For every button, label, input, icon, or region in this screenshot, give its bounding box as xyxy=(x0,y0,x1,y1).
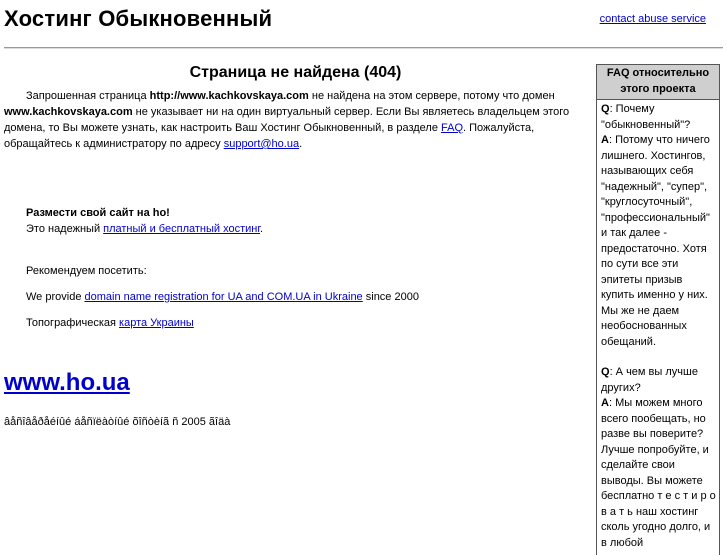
site-title: Хостинг Обыкновенный xyxy=(4,6,273,31)
map-line xyxy=(26,315,587,331)
faq-link[interactable]: FAQ xyxy=(441,122,464,134)
promo-text xyxy=(26,221,587,237)
msg-text-4: . Пожалуйста, обращайтесь к администратору по адресу xyxy=(4,122,535,150)
msg-text-2: не найдена на этом сервере, потому что домен xyxy=(308,90,555,102)
faq-sidebar xyxy=(596,64,720,555)
main-content xyxy=(4,62,587,331)
domain-name: www.kachkovskaya.com xyxy=(4,106,133,118)
faq-question-2 xyxy=(601,365,716,396)
msg-text-3: не указывает ни на один виртуальный сервер. Если Вы являетесь владельцем этого домена, то Вы можете узнать, как настроить Ваш Хостинг Обыкновенный, в разделе xyxy=(4,106,570,134)
msg-text-5: . xyxy=(299,138,303,150)
q2-text: : А чем вы лучше других? xyxy=(601,366,698,394)
topo-text: Топографическая xyxy=(26,317,120,329)
a2-text: : Мы можем много всего пообещать, но разве вы поверите? Лучше попробуйте, и сделайте свои выводы. Вы можете бесплатно т е с т и р о в а т ь наш хостинг сколь угодно долго, и в любой xyxy=(601,397,716,549)
header-divider xyxy=(4,47,723,49)
page-heading: Страница не найдена (404) xyxy=(189,64,402,81)
domain-registration-link[interactable]: domain name registration for UA and COM.UA in Ukraine xyxy=(84,291,363,303)
footer-garbled-text: âåñîâåðåéíûé áåñïëàòíûé õîñòèíã ñ 2005 ãîäà xyxy=(4,416,231,428)
promo-text-before: Это надежный xyxy=(26,223,104,235)
we-provide-text: We provide xyxy=(26,291,85,303)
a-label: A xyxy=(601,397,609,409)
promo-block xyxy=(26,205,587,237)
faq-title: FAQ относительно этого проекта xyxy=(597,65,719,100)
domain-reg-line xyxy=(26,289,587,305)
recommend-label: Рекомендуем посетить: xyxy=(26,265,147,277)
hosting-link[interactable]: платный и бесплатный хостинг xyxy=(103,223,260,235)
promo-text-after: . xyxy=(260,223,264,235)
a1-text: : Потому что ничего лишнего. Хостингов, называющих себя "надежный", "супер", "круглосуточный", "профессиональный" и так далее - предостаточно. Хотя по сути все эти эпитеты призыв купить именно у них. Мы же не даем необоснованных обещаний. xyxy=(601,134,710,348)
faq-answer-2 xyxy=(601,396,716,551)
faq-body xyxy=(597,100,719,551)
contact-abuse-link[interactable]: contact abuse service xyxy=(599,13,706,25)
msg-text-1: Запрошенная страница xyxy=(26,90,150,102)
q-label: Q xyxy=(601,366,610,378)
ukraine-map-link[interactable]: карта Украины xyxy=(119,317,194,329)
faq-answer-1 xyxy=(601,133,716,350)
support-email-link[interactable]: support@ho.ua xyxy=(223,138,300,150)
promo-title: Размести свой сайт на ho! xyxy=(26,207,170,219)
faq-question-1 xyxy=(601,102,716,133)
recommend-block xyxy=(26,263,587,331)
since-text: since 2000 xyxy=(362,291,419,303)
requested-url: http://www.kachkovskaya.com xyxy=(149,90,309,102)
a-label: A xyxy=(601,134,609,146)
q-label: Q xyxy=(601,103,610,115)
not-found-message xyxy=(4,88,587,152)
q1-text: : Почему "обыкновенный"? xyxy=(601,103,691,131)
ho-ua-link[interactable]: www.ho.ua xyxy=(4,369,130,396)
header xyxy=(4,4,723,36)
